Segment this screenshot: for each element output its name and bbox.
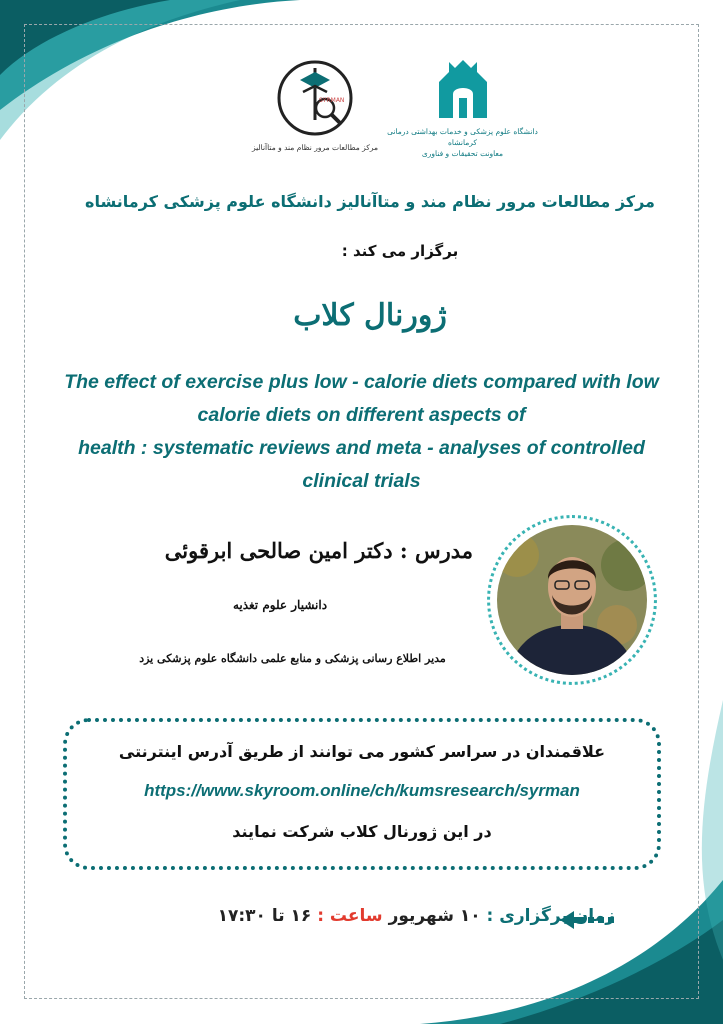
time-hours: ۱۶ تا ۱۷:۳۰ bbox=[217, 906, 312, 926]
paper-title-line: The effect of exercise plus low - calorie diets compared with low bbox=[64, 371, 659, 393]
syrman-logo bbox=[250, 58, 380, 153]
kums-logo-icon bbox=[433, 58, 493, 122]
paper-title-line: clinical trials bbox=[302, 470, 421, 492]
paper-title bbox=[40, 366, 683, 498]
event-time bbox=[218, 906, 615, 926]
university-caption-1: دانشگاه علوم پزشکی و خدمات بهداشتی درمانی کرمانشاه bbox=[387, 127, 538, 147]
syrman-badge-text: SYRMAN bbox=[319, 97, 345, 104]
info-line-1: علاقمندان در سراسر کشور می توانند از طریق آدرس اینترنتی bbox=[118, 742, 606, 761]
syrman-logo-caption: مرکز مطالعات مرور نظام مند و متاآنالیز bbox=[252, 143, 378, 152]
time-date: ۱۰ شهریور bbox=[388, 906, 481, 926]
organizer-line: مرکز مطالعات مرور نظام مند و متاآنالیز دانشگاه علوم پزشکی کرمانشاه bbox=[85, 192, 655, 211]
presenter-role: مدیر اطلاع رسانی پزشکی و منابع علمی دانشگاه علوم پزشکی یزد bbox=[139, 652, 446, 665]
holds-line: برگزار می کند : bbox=[341, 242, 459, 260]
event-title: ژورنال کلاب bbox=[293, 298, 447, 333]
presenter-photo bbox=[497, 525, 647, 675]
skyroom-url-link[interactable]: https://www.skyroom.online/ch/kumsresearch/syrman bbox=[144, 781, 580, 800]
time-label: زمان برگزاری : bbox=[486, 906, 615, 926]
syrman-logo-icon bbox=[275, 58, 355, 138]
paper-title-line: health : systematic reviews and meta - analyses of controlled bbox=[78, 437, 645, 459]
time-hour-label: ساعت : bbox=[317, 906, 383, 926]
presenter-rank: دانشیار علوم تغذیه bbox=[232, 598, 328, 612]
university-logo bbox=[375, 58, 550, 159]
info-line-3: در این ژورنال کلاب شرکت نمایند bbox=[232, 822, 492, 841]
university-caption-2: معاونت تحقیقات و فناوری bbox=[421, 149, 504, 158]
paper-title-line: calorie diets on different aspects of bbox=[197, 404, 526, 426]
presenter-name: مدرس : دکتر امین صالحی ابرقوئی bbox=[164, 538, 473, 563]
